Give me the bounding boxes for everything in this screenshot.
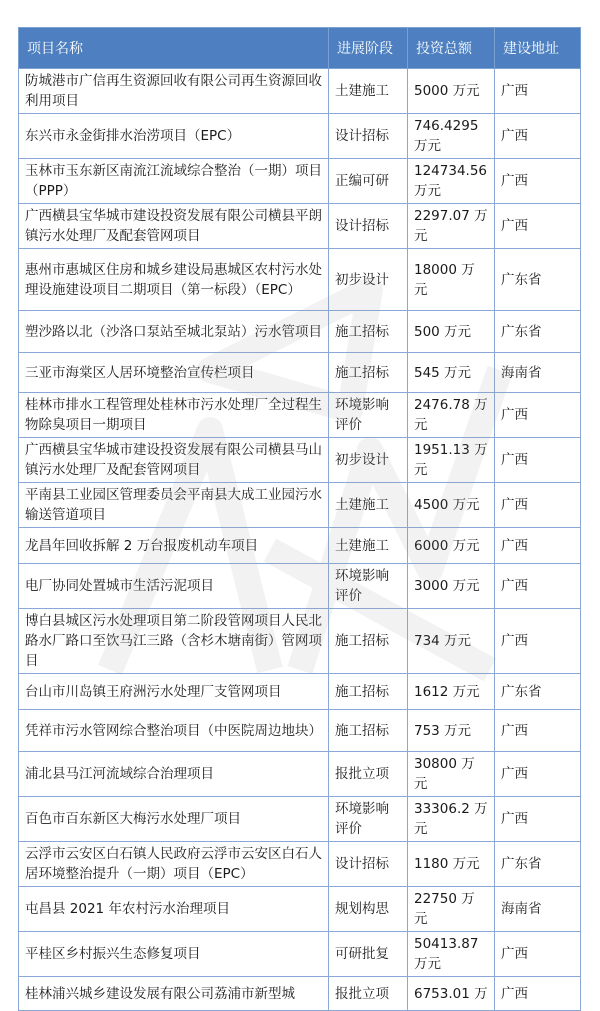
cell-project-name: 防城港市广信再生资源回收有限公司再生资源回收利用项目 [19, 69, 329, 114]
cell-stage: 报批立项 [329, 977, 408, 1011]
cell-investment: 6000 万元 [408, 528, 495, 564]
cell-stage: 土建施工 [329, 483, 408, 528]
cell-investment: 753 万元 [408, 710, 495, 752]
cell-location: 广西 [495, 932, 581, 977]
cell-investment: 1612 万元 [408, 674, 495, 710]
table-row [19, 528, 581, 564]
table-row [19, 609, 581, 674]
cell-investment: 5000 万元 [408, 69, 495, 114]
cell-project-name: 广西横县宝华城市建设投资发展有限公司横县马山镇污水处理厂及配套管网项目 [19, 438, 329, 483]
table-row [19, 114, 581, 159]
cell-investment: 2476.78 万元 [408, 393, 495, 438]
cell-project-name: 惠州市惠城区住房和城乡建设局惠城区农村污水处理设施建设项目二期项目（第一标段）（EPC） [19, 249, 329, 311]
cell-stage: 设计招标 [329, 842, 408, 887]
cell-project-name: 东兴市永金街排水治涝项目（EPC） [19, 114, 329, 159]
table-row [19, 353, 581, 393]
table-row [19, 159, 581, 204]
table-row [19, 483, 581, 528]
cell-investment: 3000 万元 [408, 564, 495, 609]
table-row [19, 932, 581, 977]
cell-investment: 6753.01 万 [408, 977, 495, 1011]
cell-stage: 环境影响评价 [329, 797, 408, 842]
cell-investment: 545 万元 [408, 353, 495, 393]
cell-investment: 734 万元 [408, 609, 495, 674]
cell-location: 广西 [495, 69, 581, 114]
cell-project-name: 台山市川岛镇王府洲污水处理厂支管网项目 [19, 674, 329, 710]
header-location: 建设地址 [495, 28, 581, 69]
cell-project-name: 广西横县宝华城市建设投资发展有限公司横县平朗镇污水处理厂及配套管网项目 [19, 204, 329, 249]
cell-location: 广东省 [495, 842, 581, 887]
cell-project-name: 平桂区乡村振兴生态修复项目 [19, 932, 329, 977]
header-investment: 投资总额 [408, 28, 495, 69]
cell-location: 海南省 [495, 353, 581, 393]
cell-location: 广西 [495, 710, 581, 752]
cell-investment: 746.4295 万元 [408, 114, 495, 159]
cell-location: 广西 [495, 114, 581, 159]
table-row [19, 438, 581, 483]
cell-investment: 50413.87 万元 [408, 932, 495, 977]
cell-project-name: 桂林市排水工程管理处桂林市污水处理厂全过程生物除臭项目一期项目 [19, 393, 329, 438]
table-header-row [19, 28, 581, 69]
cell-stage: 施工招标 [329, 710, 408, 752]
cell-location: 海南省 [495, 887, 581, 932]
cell-investment: 4500 万元 [408, 483, 495, 528]
table-row [19, 674, 581, 710]
cell-location: 广东省 [495, 311, 581, 353]
cell-location: 广西 [495, 564, 581, 609]
cell-stage: 初步设计 [329, 249, 408, 311]
cell-stage: 施工招标 [329, 674, 408, 710]
cell-investment: 1180 万元 [408, 842, 495, 887]
cell-location: 广西 [495, 528, 581, 564]
cell-project-name: 屯昌县 2021 年农村污水治理项目 [19, 887, 329, 932]
table-row [19, 710, 581, 752]
cell-investment: 18000 万元 [408, 249, 495, 311]
table-row [19, 69, 581, 114]
table-row [19, 977, 581, 1011]
cell-stage: 土建施工 [329, 528, 408, 564]
cell-stage: 环境影响评价 [329, 564, 408, 609]
cell-project-name: 电厂协同处置城市生活污泥项目 [19, 564, 329, 609]
table-row [19, 797, 581, 842]
cell-project-name: 塑沙路以北（沙洛口泵站至城北泵站）污水管项目 [19, 311, 329, 353]
cell-location: 广西 [495, 977, 581, 1011]
cell-project-name: 三亚市海棠区人居环境整治宣传栏项目 [19, 353, 329, 393]
cell-investment: 124734.56 万元 [408, 159, 495, 204]
header-stage: 进展阶段 [329, 28, 408, 69]
cell-project-name: 浦北县马江河流域综合治理项目 [19, 752, 329, 797]
cell-location: 广西 [495, 483, 581, 528]
cell-stage: 施工招标 [329, 609, 408, 674]
cell-location: 广西 [495, 393, 581, 438]
cell-investment: 500 万元 [408, 311, 495, 353]
table-row [19, 842, 581, 887]
table-row [19, 204, 581, 249]
table-row [19, 393, 581, 438]
cell-stage: 施工招标 [329, 353, 408, 393]
cell-location: 广西 [495, 438, 581, 483]
cell-project-name: 博白县城区污水处理项目第二阶段管网项目人民北路水厂路口至饮马江三路（含杉木塘南街）管网项目 [19, 609, 329, 674]
cell-investment: 30800 万元 [408, 752, 495, 797]
cell-stage: 正编可研 [329, 159, 408, 204]
header-project-name: 项目名称 [19, 28, 329, 69]
cell-project-name: 桂林浦兴城乡建设发展有限公司荔浦市新型城 [19, 977, 329, 1011]
cell-project-name: 平南县工业园区管理委员会平南县大成工业园污水输送管道项目 [19, 483, 329, 528]
cell-stage: 规划构思 [329, 887, 408, 932]
cell-location: 广西 [495, 159, 581, 204]
cell-stage: 环境影响评价 [329, 393, 408, 438]
cell-investment: 2297.07 万元 [408, 204, 495, 249]
cell-stage: 初步设计 [329, 438, 408, 483]
table-container [18, 27, 580, 1011]
cell-location: 广西 [495, 797, 581, 842]
table-row [19, 887, 581, 932]
cell-investment: 33306.2 万元 [408, 797, 495, 842]
table-row [19, 311, 581, 353]
cell-stage: 设计招标 [329, 204, 408, 249]
table-row [19, 564, 581, 609]
cell-stage: 土建施工 [329, 69, 408, 114]
table-row [19, 752, 581, 797]
cell-stage: 可研批复 [329, 932, 408, 977]
cell-project-name: 凭祥市污水管网综合整治项目（中医院周边地块） [19, 710, 329, 752]
cell-location: 广东省 [495, 674, 581, 710]
cell-stage: 报批立项 [329, 752, 408, 797]
cell-investment: 22750 万元 [408, 887, 495, 932]
project-table [18, 27, 581, 1011]
cell-project-name: 龙昌年回收拆解 2 万台报废机动车项目 [19, 528, 329, 564]
cell-location: 广东省 [495, 249, 581, 311]
cell-stage: 设计招标 [329, 114, 408, 159]
cell-stage: 施工招标 [329, 311, 408, 353]
table-row [19, 249, 581, 311]
cell-location: 广西 [495, 204, 581, 249]
cell-project-name: 云浮市云安区白石镇人民政府云浮市云安区白石人居环境整治提升（一期）项目（EPC） [19, 842, 329, 887]
cell-investment: 1951.13 万元 [408, 438, 495, 483]
cell-project-name: 玉林市玉东新区南流江流域综合整治（一期）项目（PPP） [19, 159, 329, 204]
cell-location: 广西 [495, 752, 581, 797]
cell-location: 广西 [495, 609, 581, 674]
cell-project-name: 百色市百东新区大梅污水处理厂项目 [19, 797, 329, 842]
